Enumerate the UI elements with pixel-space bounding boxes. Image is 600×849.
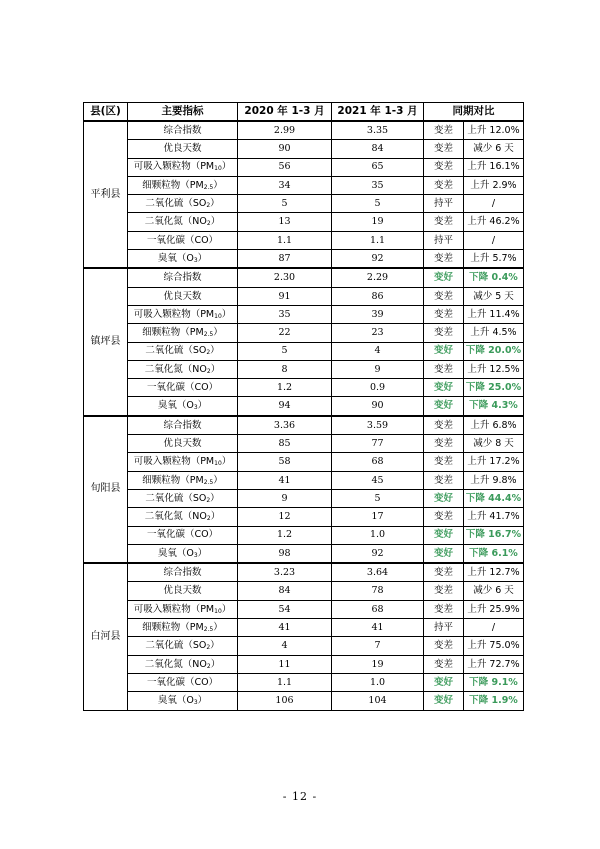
value-2020: 106 [238,692,332,710]
trend-label: 变好 [424,489,464,507]
trend-label: 变差 [424,158,464,176]
table-row [84,213,524,231]
change-result: 下降 6.1% [464,544,524,563]
table-row [84,489,524,507]
change-result: 减少 5 天 [464,287,524,305]
value-2020: 1.1 [238,673,332,691]
value-2021: 41 [332,619,424,637]
change-result: / [464,619,524,637]
change-result: 减少 6 天 [464,140,524,158]
change-result: 上升 16.1% [464,158,524,176]
change-result: 上升 72.7% [464,655,524,673]
table-row [84,231,524,249]
indicator-cell [128,637,238,655]
indicator-subscript: 3 [193,404,198,412]
trend-label: 持平 [424,231,464,249]
value-2020: 98 [238,544,332,563]
change-result: 上升 4.5% [464,324,524,342]
indicator-label: 综合指数 [163,567,202,579]
table-row [84,526,524,544]
indicator-cell [128,563,238,582]
change-result: 上升 12.7% [464,563,524,582]
value-2021: 92 [332,544,424,563]
indicator-suffix: ） [210,216,221,228]
table-row [84,600,524,618]
header-2020: 2020 年 1-3 月 [238,103,332,122]
value-2021: 84 [332,140,424,158]
value-2021: 45 [332,471,424,489]
indicator-cell [128,305,238,323]
value-2020: 5 [238,342,332,360]
indicator-label: 综合指数 [163,124,202,136]
change-result: 减少 8 天 [464,435,524,453]
indicator-cell [128,526,238,544]
value-2021: 78 [332,582,424,600]
table-row [84,158,524,176]
change-result: 减少 6 天 [464,582,524,600]
trend-label: 变差 [424,637,464,655]
trend-label: 变差 [424,360,464,378]
value-2020: 1.1 [238,231,332,249]
indicator-suffix: ） [197,547,208,559]
indicator-cell [128,342,238,360]
indicator-cell [128,544,238,563]
indicator-label: 二氧化硫（SO [145,492,207,504]
indicator-label: 可吸入颗粒物（PM [133,161,215,173]
value-2021: 1.0 [332,526,424,544]
table-row [84,544,524,563]
indicator-label: 臭氧（O [157,252,194,264]
indicator-suffix: ） [221,161,232,173]
indicator-subscript: 2.5 [203,478,214,486]
trend-label: 变差 [424,287,464,305]
value-2020: 54 [238,600,332,618]
value-2020: 8 [238,360,332,378]
indicator-subscript: 2 [206,644,211,652]
trend-label: 变差 [424,563,464,582]
indicator-subscript: 2.5 [203,183,214,191]
value-2020: 41 [238,471,332,489]
table-row [84,673,524,691]
value-2020: 85 [238,435,332,453]
trend-label: 变好 [424,544,464,563]
change-result: 上升 12.0% [464,121,524,140]
table-row [84,471,524,489]
indicator-suffix: ） [210,492,220,504]
indicator-cell [128,140,238,158]
value-2021: 0.9 [332,379,424,397]
table-row [84,563,524,582]
value-2021: 9 [332,360,424,378]
change-result: 上升 11.4% [464,305,524,323]
value-2021: 1.0 [332,673,424,691]
indicator-cell [128,692,238,710]
change-result: 下降 20.0% [464,342,524,360]
value-2020: 1.2 [238,379,332,397]
indicator-cell [128,673,238,691]
indicator-cell [128,158,238,176]
indicator-cell [128,416,238,435]
value-2020: 4 [238,637,332,655]
change-result: / [464,231,524,249]
table-row [84,268,524,287]
header-2021: 2021 年 1-3 月 [332,103,424,122]
change-result: 上升 41.7% [464,508,524,526]
indicator-label: 优良天数 [163,290,202,302]
table-row [84,140,524,158]
indicator-label: 综合指数 [163,272,202,284]
value-2021: 3.64 [332,563,424,582]
value-2020: 90 [238,140,332,158]
indicator-subscript: 3 [193,699,198,707]
indicator-subscript: 10 [214,165,222,173]
table-row [84,453,524,471]
air-quality-table [83,102,524,711]
header-indicator: 主要指标 [128,103,238,122]
value-2021: 17 [332,508,424,526]
value-2021: 68 [332,600,424,618]
indicator-label: 一氧化碳（CO） [146,529,219,541]
table-row [84,397,524,416]
value-2021: 4 [332,342,424,360]
county-name: 平利县 [84,121,128,268]
indicator-suffix: ） [213,327,223,339]
trend-label: 变差 [424,582,464,600]
indicator-subscript: 2 [206,496,211,504]
indicator-label: 臭氧（O [157,547,194,559]
trend-label: 变差 [424,213,464,231]
table-row [84,342,524,360]
value-2020: 22 [238,324,332,342]
value-2021: 2.29 [332,268,424,287]
indicator-label: 臭氧（O [157,695,194,707]
indicator-cell [128,655,238,673]
indicator-label: 二氧化氮（NO [144,658,207,670]
change-result: 下降 16.7% [464,526,524,544]
value-2021: 65 [332,158,424,176]
indicator-label: 臭氧（O [157,400,194,412]
value-2020: 56 [238,158,332,176]
indicator-suffix: ） [221,308,232,320]
indicator-subscript: 10 [214,460,222,468]
trend-label: 变好 [424,342,464,360]
indicator-suffix: ） [197,400,208,412]
change-result: 下降 0.4% [464,268,524,287]
change-result: 上升 17.2% [464,453,524,471]
trend-label: 变差 [424,305,464,323]
indicator-subscript: 3 [193,256,198,264]
value-2020: 5 [238,195,332,213]
value-2021: 7 [332,637,424,655]
trend-label: 持平 [424,195,464,213]
value-2020: 11 [238,655,332,673]
value-2021: 104 [332,692,424,710]
indicator-cell [128,397,238,416]
trend-label: 变差 [424,600,464,618]
trend-label: 变差 [424,655,464,673]
change-result: 上升 9.8% [464,471,524,489]
indicator-cell [128,231,238,249]
indicator-subscript: 2 [206,367,211,375]
indicator-label: 二氧化氮（NO [144,363,207,375]
value-2020: 84 [238,582,332,600]
value-2020: 2.30 [238,268,332,287]
indicator-cell [128,379,238,397]
indicator-suffix: ） [221,603,232,615]
table-row [84,508,524,526]
value-2021: 77 [332,435,424,453]
indicator-label: 综合指数 [163,419,202,431]
indicator-label: 二氧化氮（NO [144,511,207,523]
indicator-cell [128,360,238,378]
trend-label: 变好 [424,379,464,397]
indicator-suffix: ） [210,658,221,670]
trend-label: 变差 [424,453,464,471]
change-result: 上升 5.7% [464,250,524,269]
table-row [84,416,524,435]
value-2021: 68 [332,453,424,471]
indicator-subscript: 2 [206,202,211,210]
indicator-cell [128,619,238,637]
indicator-label: 细颗粒物（PM [142,621,204,633]
indicator-label: 二氧化硫（SO [145,198,207,210]
change-result: 上升 46.2% [464,213,524,231]
indicator-suffix: ） [213,179,223,191]
indicator-suffix: ） [197,252,208,264]
value-2020: 2.99 [238,121,332,140]
indicator-cell [128,121,238,140]
table-row [84,637,524,655]
table-row [84,379,524,397]
indicator-subscript: 2 [206,349,211,357]
trend-label: 变差 [424,250,464,269]
value-2020: 35 [238,305,332,323]
trend-label: 变好 [424,526,464,544]
indicator-suffix: ） [210,363,221,375]
table-row [84,360,524,378]
value-2021: 3.59 [332,416,424,435]
value-2021: 35 [332,176,424,194]
indicator-suffix: ） [197,695,208,707]
trend-label: 变差 [424,471,464,489]
table-row [84,195,524,213]
indicator-label: 细颗粒物（PM [142,327,204,339]
value-2020: 91 [238,287,332,305]
value-2021: 19 [332,213,424,231]
indicator-label: 二氧化氮（NO [144,216,207,228]
indicator-label: 细颗粒物（PM [142,474,204,486]
county-name: 镇坪县 [84,268,128,415]
indicator-label: 优良天数 [163,143,202,155]
indicator-label: 一氧化碳（CO） [146,676,219,688]
indicator-cell [128,176,238,194]
indicator-suffix: ） [210,198,220,210]
value-2021: 5 [332,489,424,507]
indicator-suffix: ） [221,456,232,468]
header-compare: 同期对比 [424,103,524,122]
value-2020: 58 [238,453,332,471]
indicator-cell [128,600,238,618]
value-2021: 86 [332,287,424,305]
indicator-label: 一氧化碳（CO） [146,382,219,394]
value-2020: 94 [238,397,332,416]
value-2020: 3.23 [238,563,332,582]
trend-label: 持平 [424,619,464,637]
trend-label: 变好 [424,673,464,691]
county-name: 旬阳县 [84,416,128,563]
change-result: 下降 1.9% [464,692,524,710]
indicator-label: 优良天数 [163,585,202,597]
trend-label: 变差 [424,435,464,453]
indicator-label: 二氧化硫（SO [145,640,207,652]
value-2020: 87 [238,250,332,269]
indicator-cell [128,195,238,213]
table-row [84,250,524,269]
indicator-suffix: ） [210,511,221,523]
trend-label: 变好 [424,692,464,710]
value-2020: 12 [238,508,332,526]
value-2021: 92 [332,250,424,269]
value-2021: 5 [332,195,424,213]
change-result: 下降 25.0% [464,379,524,397]
trend-label: 变差 [424,140,464,158]
indicator-cell [128,287,238,305]
county-name: 白河县 [84,563,128,710]
value-2021: 3.35 [332,121,424,140]
indicator-label: 可吸入颗粒物（PM [133,456,215,468]
indicator-subscript: 10 [214,312,222,320]
value-2020: 1.2 [238,526,332,544]
change-result: 下降 4.3% [464,397,524,416]
indicator-subscript: 2 [206,662,211,670]
indicator-suffix: ） [210,345,220,357]
header-row [84,103,524,122]
value-2021: 23 [332,324,424,342]
indicator-cell [128,268,238,287]
value-2020: 34 [238,176,332,194]
change-result: 上升 25.9% [464,600,524,618]
table-row [84,655,524,673]
trend-label: 变差 [424,416,464,435]
change-result: 上升 6.8% [464,416,524,435]
indicator-suffix: ） [213,621,223,633]
change-result: 上升 75.0% [464,637,524,655]
table-row [84,287,524,305]
indicator-cell [128,453,238,471]
change-result: 上升 12.5% [464,360,524,378]
indicator-suffix: ） [210,640,220,652]
indicator-label: 可吸入颗粒物（PM [133,603,215,615]
trend-label: 变差 [424,508,464,526]
indicator-cell [128,489,238,507]
header-county: 县(区) [84,103,128,122]
value-2020: 41 [238,619,332,637]
table-body [84,121,524,710]
indicator-cell [128,324,238,342]
trend-label: 变好 [424,397,464,416]
indicator-subscript: 2.5 [203,331,214,339]
value-2021: 19 [332,655,424,673]
indicator-label: 一氧化碳（CO） [146,234,219,246]
table-row [84,121,524,140]
trend-label: 变差 [424,176,464,194]
value-2020: 3.36 [238,416,332,435]
indicator-label: 二氧化硫（SO [145,345,207,357]
table-header [84,103,524,122]
change-result: / [464,195,524,213]
indicator-subscript: 2 [206,515,211,523]
page-number: - 12 - [282,790,318,803]
value-2021: 39 [332,305,424,323]
value-2020: 13 [238,213,332,231]
value-2021: 1.1 [332,231,424,249]
table-row [84,305,524,323]
indicator-label: 优良天数 [163,437,202,449]
indicator-subscript: 3 [193,551,198,559]
indicator-cell [128,508,238,526]
change-result: 下降 44.4% [464,489,524,507]
indicator-cell [128,435,238,453]
trend-label: 变差 [424,121,464,140]
change-result: 下降 9.1% [464,673,524,691]
table-row [84,619,524,637]
trend-label: 变差 [424,324,464,342]
table-row [84,324,524,342]
indicator-subscript: 2.5 [203,625,214,633]
indicator-subscript: 2 [206,220,211,228]
table-row [84,582,524,600]
table-row [84,435,524,453]
value-2021: 90 [332,397,424,416]
value-2020: 9 [238,489,332,507]
change-result: 上升 2.9% [464,176,524,194]
indicator-label: 细颗粒物（PM [142,179,204,191]
indicator-cell [128,471,238,489]
indicator-cell [128,213,238,231]
table-row [84,692,524,710]
table-row [84,176,524,194]
indicator-cell [128,582,238,600]
trend-label: 变好 [424,268,464,287]
indicator-cell [128,250,238,269]
indicator-subscript: 10 [214,607,222,615]
indicator-label: 可吸入颗粒物（PM [133,308,215,320]
indicator-suffix: ） [213,474,223,486]
